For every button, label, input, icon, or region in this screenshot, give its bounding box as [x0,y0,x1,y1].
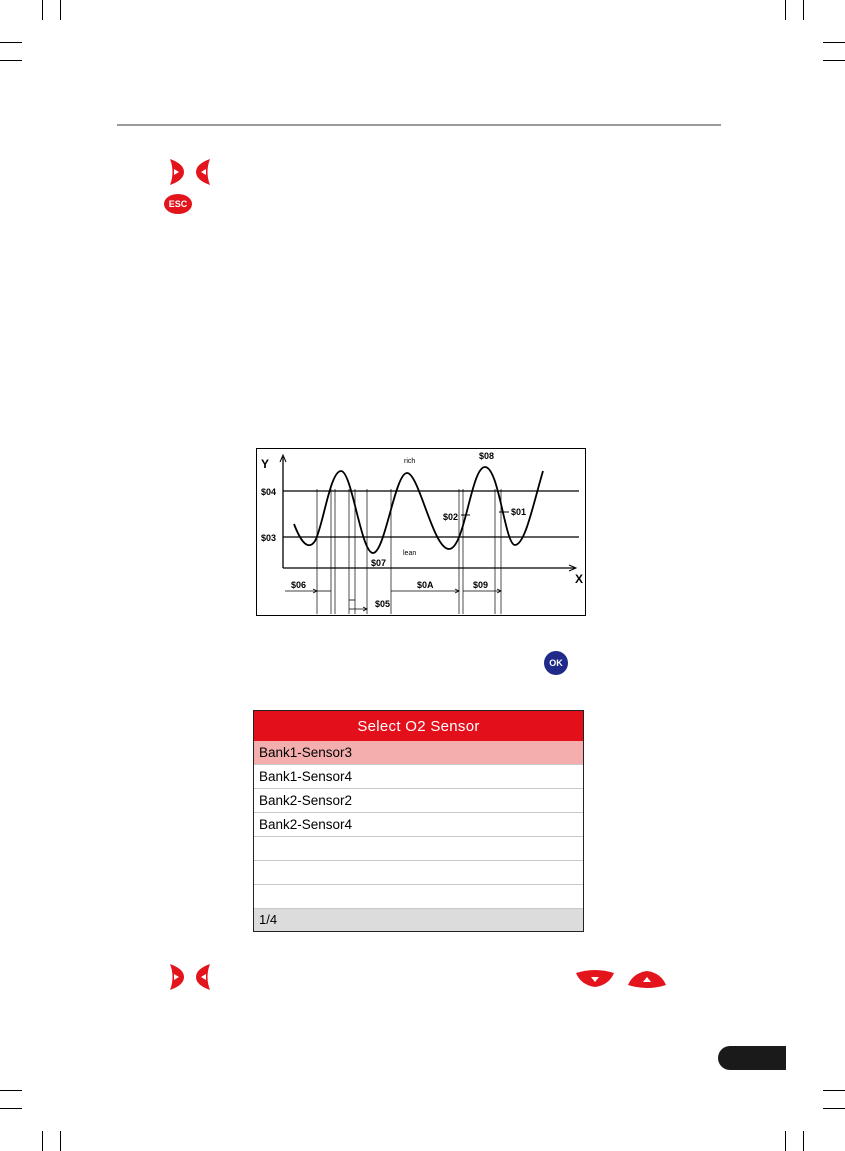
header-rule [117,124,721,126]
point-label: $02 [443,512,459,522]
threshold-label: $04 [261,487,277,497]
interval-label: $06 [291,580,307,590]
threshold-label: $03 [261,533,277,543]
ok-key-icon: OK [544,651,568,675]
sensor-list-item[interactable]: Bank2-Sensor2 [254,789,583,813]
device-screen [253,710,584,932]
left-arrow-key-icon [194,963,212,991]
point-label: $07 [371,558,387,568]
page-indicator: 1/4 [254,909,583,931]
up-arrow-key-icon [627,969,667,989]
left-arrow-key-icon [194,158,212,186]
o2-waveform-line [294,467,543,553]
chart-svg [257,449,587,617]
interval-label: $0A [417,580,434,590]
sensor-list-item[interactable]: Bank2-Sensor4 [254,813,583,837]
crop-mark [803,1131,804,1151]
crop-mark [823,42,845,43]
x-axis-label: X [575,572,584,586]
crop-mark [42,1131,43,1151]
crop-mark [60,0,61,20]
crop-mark [60,1131,61,1151]
crop-mark [0,1090,22,1091]
right-arrow-key-icon [168,158,186,186]
crop-mark [823,1108,845,1109]
crop-mark [823,1090,845,1091]
crop-mark [803,0,804,20]
rich-region-label: rich [404,458,416,465]
sensor-list-item[interactable]: Bank1-Sensor4 [254,765,583,789]
crop-mark [823,60,845,61]
interval-label: $09 [473,580,489,590]
sensor-list-item[interactable] [254,885,583,909]
crop-mark [42,0,43,20]
right-arrow-key-icon [168,963,186,991]
sensor-list-item[interactable]: Bank1-Sensor3 [254,741,583,765]
crop-mark [0,42,22,43]
interval-label: $05 [375,599,391,609]
point-label: $08 [479,451,495,461]
lean-region-label: lean [403,550,417,557]
sensor-list-item[interactable] [254,837,583,861]
y-axis-label: Y [261,457,270,471]
crop-mark [0,60,22,61]
crop-mark [785,0,786,20]
crop-mark [0,1108,22,1109]
point-label: $01 [511,507,527,517]
page-number-tab [718,1046,786,1070]
screen-title: Select O2 Sensor [254,711,583,741]
down-arrow-key-icon [575,969,615,989]
o2-sensor-waveform-chart [256,448,586,616]
crop-mark [785,1131,786,1151]
esc-key-icon: ESC [164,194,192,214]
sensor-list-item[interactable] [254,861,583,885]
